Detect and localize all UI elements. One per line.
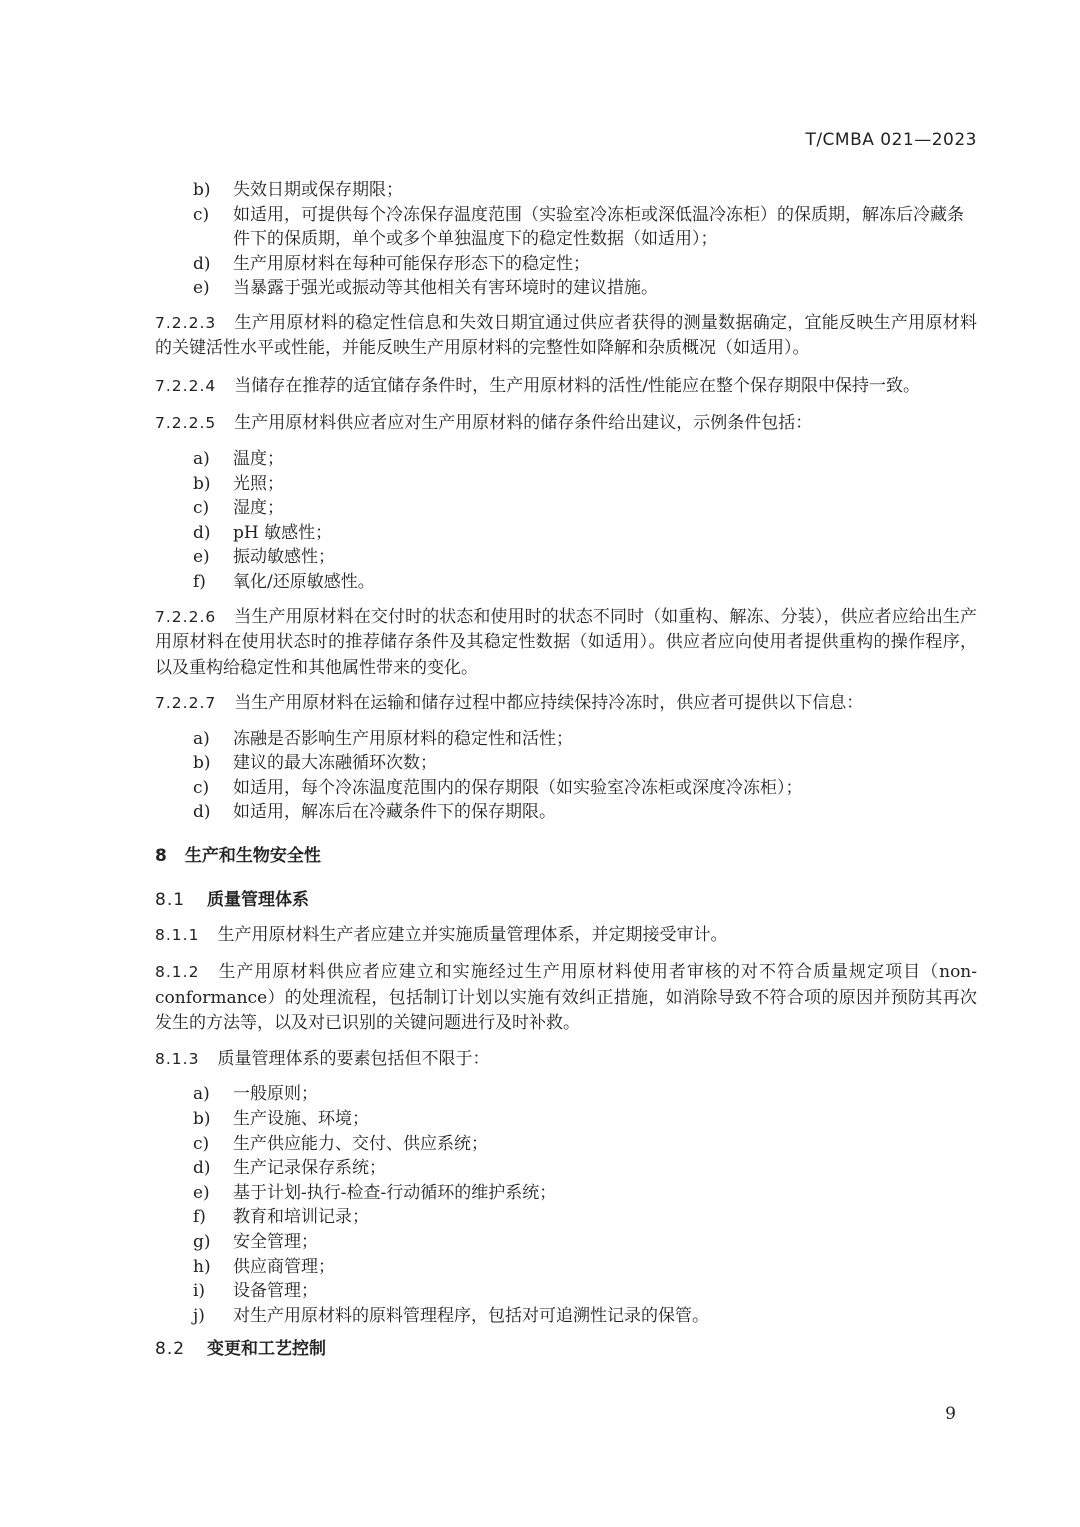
list-label: b) bbox=[193, 180, 211, 200]
standard-code: T/CMBA 021—2023 bbox=[805, 130, 977, 150]
section-number: 8 bbox=[155, 845, 167, 866]
list-item bbox=[155, 203, 977, 252]
clause-7-2-2-6 bbox=[155, 605, 977, 682]
list-text: 生产设施、环境； bbox=[233, 1109, 369, 1129]
clause-8-1-3 bbox=[155, 1047, 977, 1073]
list-text: 一般原则； bbox=[233, 1084, 318, 1105]
list-text: 基于计划-执行-检查-行动循环的维护系统； bbox=[233, 1182, 557, 1203]
list-item bbox=[155, 1230, 977, 1255]
list-storage-conditions bbox=[155, 447, 977, 595]
list-text: pH 敏感性； bbox=[233, 522, 333, 543]
list-label: b) bbox=[193, 1109, 211, 1129]
list-label: f) bbox=[193, 1207, 206, 1228]
clause-text: 生产用原材料供应者应建立和实施经过生产用原材料使用者审核的对不符合质量规定项目（non-conformance）的处理流程，包括制订计划以实施有效纠正措施，如消除导致不符合项的原因并预防其再次发生的方法等，以及对已识别的关键问题进行及时补救。 bbox=[155, 962, 977, 1034]
list-item bbox=[155, 1255, 977, 1280]
section-8-1-heading bbox=[155, 887, 977, 913]
list-text: 生产记录保存系统； bbox=[233, 1158, 386, 1179]
list-item bbox=[155, 447, 977, 472]
list-text: 温度； bbox=[233, 448, 284, 469]
list-text: 如适用，可提供每个冷冻保存温度范围（实验室冷冻柜或深低温冷冻柜）的保质期，解冻后冷藏条件下的保质期，单个或多个单独温度下的稳定性数据（如适用）； bbox=[233, 204, 964, 250]
clause-text: 生产用原材料的稳定性信息和失效日期宜通过供应者获得的测量数据确定，宜能反映生产用原材料的关键活性水平或性能，并能反映生产用原材料的完整性如降解和杂质概况（如适用）。 bbox=[155, 312, 977, 359]
list-text: 光照； bbox=[233, 473, 284, 494]
list-text: 对生产用原材料的原料管理程序，包括对可追溯性记录的保管。 bbox=[233, 1305, 709, 1326]
section-number: 8.1 bbox=[155, 889, 186, 910]
list-item bbox=[155, 570, 977, 595]
list-label: d) bbox=[193, 802, 211, 823]
section-number: 8.2 bbox=[155, 1339, 186, 1360]
list-label: j) bbox=[193, 1305, 205, 1326]
section-title: 变更和工艺控制 bbox=[207, 1339, 327, 1360]
clause-number: 8.1.2 bbox=[155, 963, 200, 982]
list-label: i) bbox=[193, 1281, 206, 1302]
list-text: 失效日期或保存期限； bbox=[233, 180, 403, 200]
list-text: 教育和培训记录； bbox=[233, 1207, 369, 1228]
list-label: g) bbox=[193, 1231, 211, 1252]
list-item bbox=[155, 1304, 977, 1329]
clause-number: 7.2.2.4 bbox=[155, 376, 217, 395]
clause-number: 7.2.2.3 bbox=[155, 313, 217, 332]
list-item bbox=[155, 1156, 977, 1181]
clause-text: 当储存在推荐的适宜储存条件时，生产用原材料的活性/性能应在整个保存期限中保持一致。 bbox=[234, 375, 920, 396]
section-title: 生产和生物安全性 bbox=[184, 845, 321, 866]
list-label: d) bbox=[193, 253, 211, 274]
clause-text: 当生产用原材料在运输和储存过程中都应持续保持冷冻时，供应者可提供以下信息： bbox=[234, 693, 864, 714]
list-item bbox=[155, 1181, 977, 1206]
list-label: c) bbox=[193, 204, 210, 225]
clause-7-2-2-5 bbox=[155, 411, 977, 437]
list-label: a) bbox=[193, 728, 210, 749]
list-label: c) bbox=[193, 498, 210, 519]
list-b-to-e bbox=[155, 178, 977, 301]
list-label: e) bbox=[193, 1182, 210, 1203]
list-item bbox=[155, 1107, 977, 1132]
section-title: 质量管理体系 bbox=[207, 889, 310, 910]
clause-number: 7.2.2.7 bbox=[155, 694, 217, 713]
clause-7-2-2-7 bbox=[155, 691, 977, 717]
list-text: 如适用，解冻后在冷藏条件下的保存期限。 bbox=[233, 802, 556, 823]
list-label: d) bbox=[193, 522, 211, 543]
clause-7-2-2-4 bbox=[155, 374, 977, 400]
list-item bbox=[155, 472, 977, 497]
list-text: 冻融是否影响生产用原材料的稳定性和活性； bbox=[233, 728, 573, 749]
list-text: 振动敏感性； bbox=[233, 547, 335, 568]
list-item bbox=[155, 496, 977, 521]
section-8-2-heading bbox=[155, 1336, 977, 1362]
list-text: 氧化/还原敏感性。 bbox=[233, 571, 375, 592]
list-item bbox=[155, 727, 977, 752]
list-item bbox=[155, 1082, 977, 1107]
list-item bbox=[155, 776, 977, 801]
clause-number: 7.2.2.5 bbox=[155, 414, 217, 433]
list-label: a) bbox=[193, 1084, 210, 1105]
list-item bbox=[155, 1132, 977, 1157]
list-label: c) bbox=[193, 777, 210, 798]
clause-text: 生产用原材料生产者应建立并实施质量管理体系，并定期接受审计。 bbox=[217, 924, 728, 945]
list-frozen-info bbox=[155, 727, 977, 825]
list-text: 湿度； bbox=[233, 498, 284, 519]
list-item bbox=[155, 252, 977, 277]
list-label: b) bbox=[193, 753, 211, 774]
list-text: 如适用，每个冷冻温度范围内的保存期限（如实验室冷冻柜或深度冷冻柜）； bbox=[233, 777, 803, 798]
list-item bbox=[155, 1205, 977, 1230]
list-label: h) bbox=[193, 1256, 211, 1277]
clause-text: 生产用原材料供应者应对生产用原材料的储存条件给出建议，示例条件包括： bbox=[234, 413, 813, 434]
list-label: e) bbox=[193, 278, 210, 299]
clause-8-1-1 bbox=[155, 923, 977, 949]
list-text: 供应商管理； bbox=[233, 1256, 335, 1277]
list-text: 生产用原材料在每种可能保存形态下的稳定性； bbox=[233, 253, 590, 274]
page-number: 9 bbox=[945, 1404, 956, 1424]
list-label: a) bbox=[193, 448, 210, 469]
list-item bbox=[155, 1279, 977, 1304]
list-item bbox=[155, 178, 977, 203]
list-item bbox=[155, 545, 977, 570]
clause-number: 8.1.3 bbox=[155, 1049, 200, 1068]
list-item bbox=[155, 800, 977, 825]
list-label: f) bbox=[193, 571, 206, 592]
list-item bbox=[155, 751, 977, 776]
list-qms-elements bbox=[155, 1082, 977, 1328]
clause-7-2-2-3 bbox=[155, 311, 977, 362]
clause-number: 8.1.1 bbox=[155, 925, 200, 944]
clause-8-1-2 bbox=[155, 960, 977, 1037]
clause-number: 7.2.2.6 bbox=[155, 607, 217, 626]
list-text: 安全管理； bbox=[233, 1231, 318, 1252]
list-text: 生产供应能力、交付、供应系统； bbox=[233, 1133, 488, 1154]
clause-text: 当生产用原材料在交付时的状态和使用时的状态不同时（如重构、解冻、分装），供应者应给出生产用原材料在使用状态时的推荐储存条件及其稳定性数据（如适用）。供应者应向使用者提供重构的操作程序，以及重构给稳定性和其他属性带来的变化。 bbox=[155, 606, 977, 678]
list-label: b) bbox=[193, 473, 211, 494]
list-item bbox=[155, 276, 977, 301]
list-label: e) bbox=[193, 547, 210, 568]
list-text: 建议的最大冻融循环次数； bbox=[233, 753, 437, 774]
list-text: 设备管理； bbox=[233, 1281, 318, 1302]
page-content bbox=[155, 178, 977, 1362]
list-label: c) bbox=[193, 1133, 210, 1154]
list-item bbox=[155, 521, 977, 546]
section-8-heading bbox=[155, 843, 977, 869]
list-text: 当暴露于强光或振动等其他相关有害环境时的建议措施。 bbox=[233, 278, 658, 299]
clause-text: 质量管理体系的要素包括但不限于： bbox=[217, 1048, 490, 1069]
list-label: d) bbox=[193, 1158, 211, 1179]
